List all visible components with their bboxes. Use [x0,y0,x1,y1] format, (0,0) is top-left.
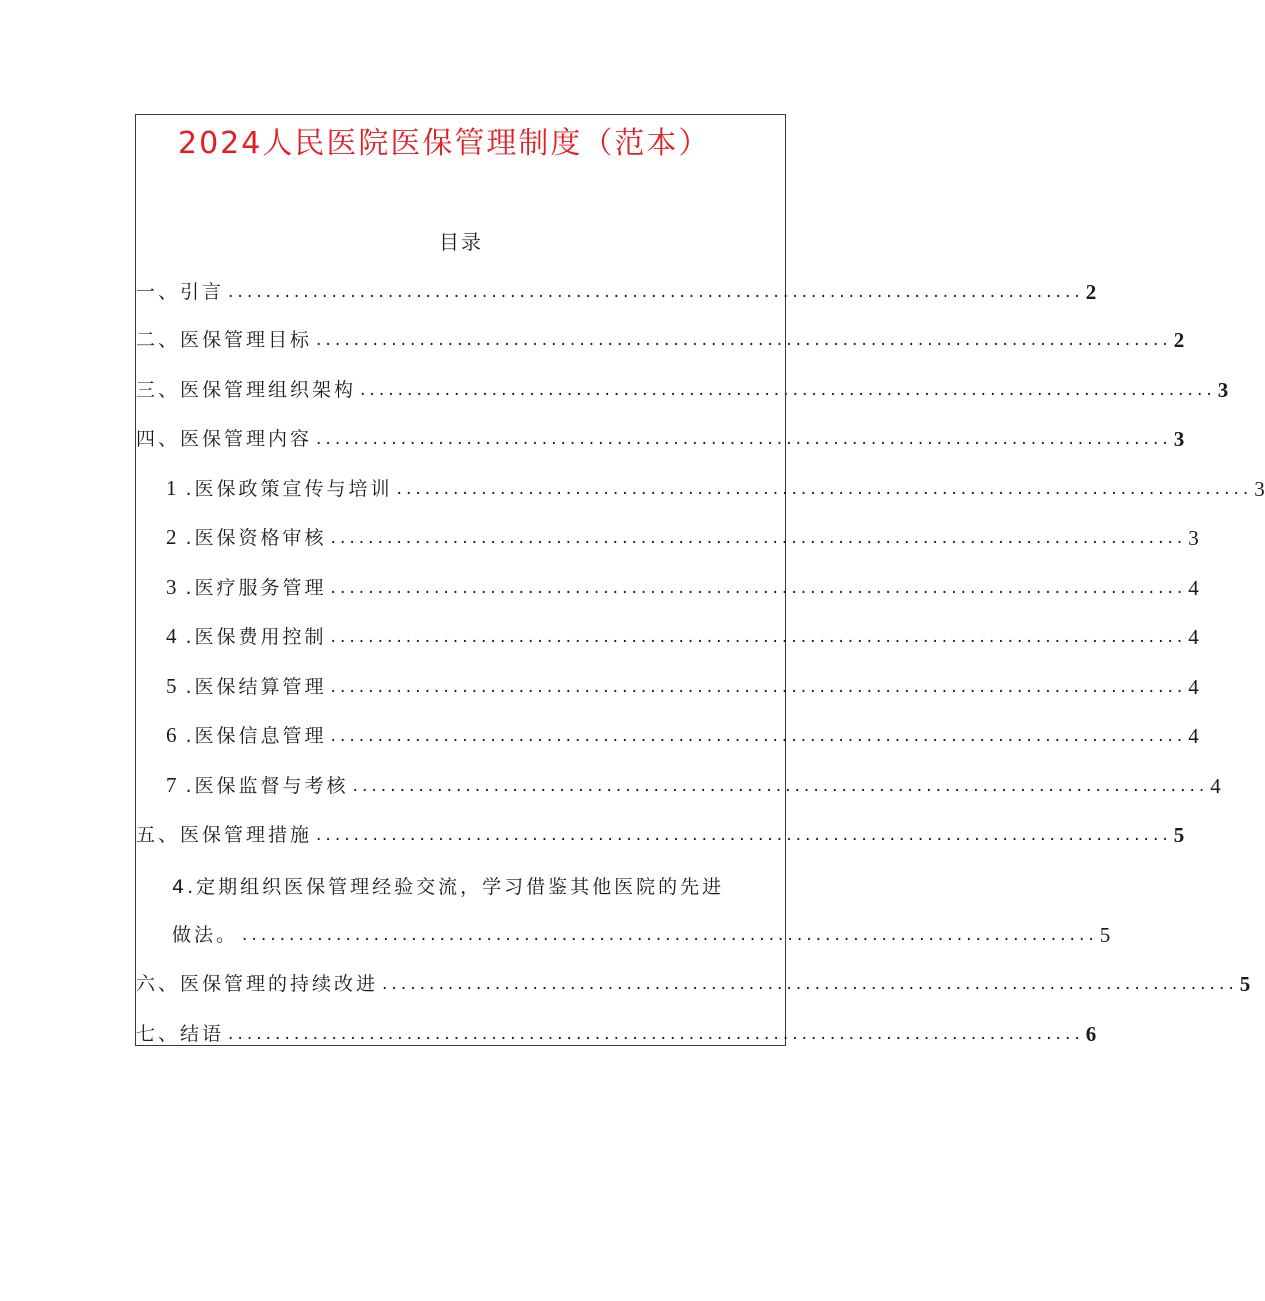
toc-entry-label: 四、医保管理内容 [136,428,313,450]
toc-entry-introduction[interactable] [136,277,1097,307]
toc-leader-dots: ........................................................................................... [316,825,1172,845]
toc-leader-dots: ........................................................................................... [330,627,1187,647]
toc-leader-dots: ........................................................................................... [330,677,1187,697]
toc-entry-label: 六、医保管理的持续改进 [136,973,379,995]
toc-subentry-experience-line1[interactable]: 4.定期组织医保管理经验交流，学习借鉴其他医院的先进 [172,876,725,898]
toc-entry-text: .医疗服务管理 [185,577,327,599]
toc-entry-label [166,522,327,553]
toc-page-number: 5 [1173,823,1185,847]
toc-entry-text: .医保结算管理 [185,676,327,698]
toc-page-number: 2 [1085,280,1097,304]
toc-entry-label [166,671,327,702]
toc-entry-label: 七、结语 [136,1023,225,1045]
toc-entry-number: 5 [166,674,180,698]
toc-entry-label: 做法。 [172,924,239,946]
toc-subentry-eligibility[interactable] [166,523,1199,553]
toc-page-number: 3 [1173,427,1185,451]
toc-entry-label [166,572,327,603]
toc-subentry-information[interactable] [166,721,1199,751]
toc-entry-label [166,473,393,504]
toc-entry-label: 三、医保管理组织架构 [136,379,357,401]
toc-leader-dots: ........................................................................................... [316,330,1172,350]
toc-page-number: 4 [1210,774,1221,798]
toc-entry-text: .医保政策宣传与培训 [185,478,393,500]
toc-leader-dots: ........................................................................................... [352,776,1209,796]
toc-heading: 目录 [439,230,483,254]
toc-entry-measures[interactable] [136,820,1185,850]
toc-page-number: 5 [1099,923,1111,947]
toc-entry-text: .医保信息管理 [185,725,327,747]
toc-page-number: 6 [1085,1022,1097,1046]
toc-entry-text: .医保费用控制 [185,626,327,648]
toc-subentry-supervision[interactable] [166,771,1221,801]
toc-subentry-policy-training[interactable] [166,474,1265,504]
toc-page-number: 5 [1239,972,1251,996]
toc-entry-number: 7 [166,773,180,797]
toc-subentry-experience-line2[interactable] [172,920,1111,950]
toc-entry-label [166,621,327,652]
document-title [0,118,920,162]
toc-entry-label: 一、引言 [136,281,225,303]
toc-entry-label: 二、医保管理目标 [136,329,313,351]
toc-entry-number: 1 [166,476,180,500]
toc-page-number: 3 [1217,378,1229,402]
toc-leader-dots: ........................................................................................... [316,429,1172,449]
toc-leader-dots: ........................................................................................... [360,380,1216,400]
toc-leader-dots: ........................................................................................... [228,1024,1084,1044]
toc-entry-text: .医保监督与考核 [185,775,349,797]
toc-page-number: 4 [1188,576,1199,600]
toc-entry-improvement[interactable] [136,969,1251,999]
toc-leader-dots: ........................................................................................... [396,479,1253,499]
toc-page-number: 4 [1188,724,1199,748]
toc-page-number: 4 [1188,675,1199,699]
toc-leader-dots: ........................................................................................... [382,974,1238,994]
toc-entry-content[interactable] [136,424,1185,454]
toc-leader-dots: ........................................................................................... [228,282,1084,302]
toc-subentry-settlement[interactable] [166,672,1199,702]
toc-entry-number: 4 [166,624,180,648]
toc-entry-goals[interactable] [136,325,1185,355]
toc-entry-conclusion[interactable] [136,1019,1097,1049]
toc-leader-dots: ........................................................................................... [242,925,1098,945]
toc-entry-text: .医保资格审核 [185,527,327,549]
document-title-text: 2024人民医院医保管理制度（范本） [178,126,711,161]
toc-entry-organization[interactable] [136,375,1229,405]
toc-leader-dots: ........................................................................................... [330,726,1187,746]
toc-subentry-medical-service[interactable] [166,573,1199,603]
toc-leader-dots: ........................................................................................... [330,578,1187,598]
toc-page-number: 3 [1188,526,1199,550]
toc-page-number: 3 [1254,477,1265,501]
toc-page-number: 2 [1173,328,1185,352]
toc-entry-label: 五、医保管理措施 [136,824,313,846]
toc-entry-label [166,770,349,801]
toc-leader-dots: ........................................................................................... [330,528,1187,548]
toc-entry-label [166,720,327,751]
toc-entry-number: 3 [166,575,180,599]
toc-entry-number: 2 [166,525,180,549]
toc-subentry-cost-control[interactable] [166,622,1199,652]
toc-entry-number: 6 [166,723,180,747]
toc-page-number: 4 [1188,625,1199,649]
